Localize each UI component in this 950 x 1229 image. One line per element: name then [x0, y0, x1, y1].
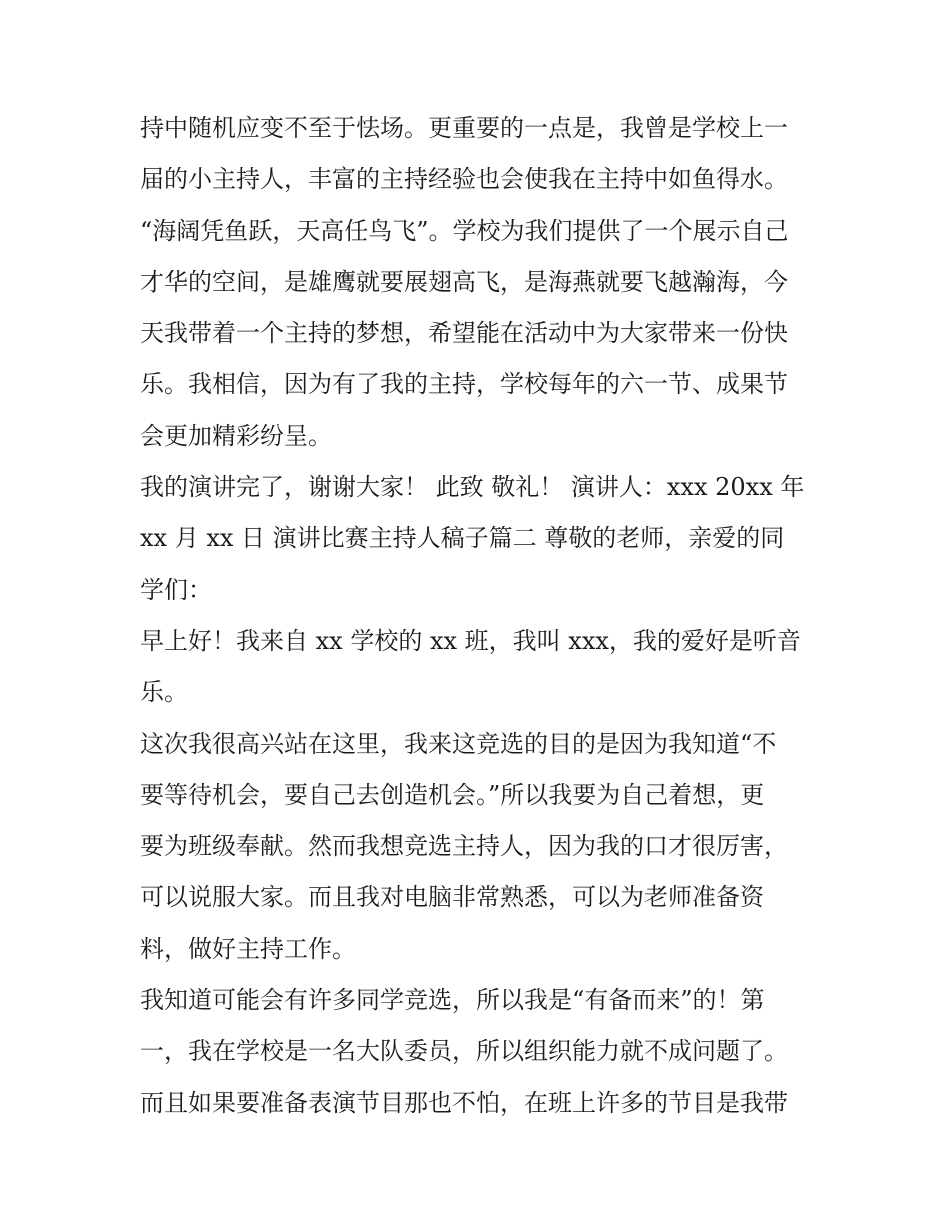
text-line: 而且如果要准备表演节目那也不怕，在班上许多的节目是我带: [140, 1088, 788, 1117]
text-line: 持中随机应变不至于怯场。更重要的一点是，我曾是学校上一: [140, 114, 788, 142]
text-line: 可以说服大家。而且我对电脑非常熟悉，可以为老师准备资: [140, 883, 764, 912]
document-body: [140, 103, 820, 1129]
text-line: 会更加精彩纷呈。: [140, 421, 332, 450]
text-line: “海阔凭鱼跃，天高任鸟飞”。学校为我们提供了一个展示自己: [140, 216, 789, 245]
text-line: 才华的空间，是雄鹰就要展翅高飞，是海燕就要飞越瀚海，今: [140, 267, 788, 296]
text-line: 要等待机会，要自己去创造机会。”所以我要为自己着想，更: [140, 780, 765, 809]
text-line: 一，我在学校是一名大队委员，所以组织能力就不成问题了。: [140, 1037, 788, 1066]
text-line: 乐。我相信，因为有了我的主持，学校每年的六一节、成果节: [140, 370, 788, 399]
text-line: 要为班级奉献。然而我想竞选主持人，因为我的口才很厉害，: [140, 832, 788, 861]
text-line: 乐。: [140, 678, 188, 707]
text-line: 天我带着一个主持的梦想，希望能在活动中为大家带来一份快: [140, 319, 788, 348]
text-line: 我知道可能会有许多同学竞选，所以我是“有备而来”的！第: [140, 986, 765, 1015]
text-line: 这次我很高兴站在这里，我来这竞选的目的是因为我知道“不: [140, 729, 777, 758]
text-line: 届的小主持人，丰富的主持经验也会使我在主持中如鱼得水。: [140, 165, 788, 194]
text-line: 料，做好主持工作。: [140, 934, 356, 963]
text-line: 早上好！我来自 xx 学校的 xx 班，我叫 xxx，我的爱好是听音: [140, 626, 801, 655]
text-line: 学们：: [140, 575, 212, 604]
text-line: 我的演讲完了，谢谢大家！ 此致 敬礼！ 演讲人：xxx 20xx 年: [140, 473, 805, 502]
text-line: xx 月 xx 日 演讲比赛主持人稿子篇二 尊敬的老师，亲爱的同: [140, 524, 785, 553]
